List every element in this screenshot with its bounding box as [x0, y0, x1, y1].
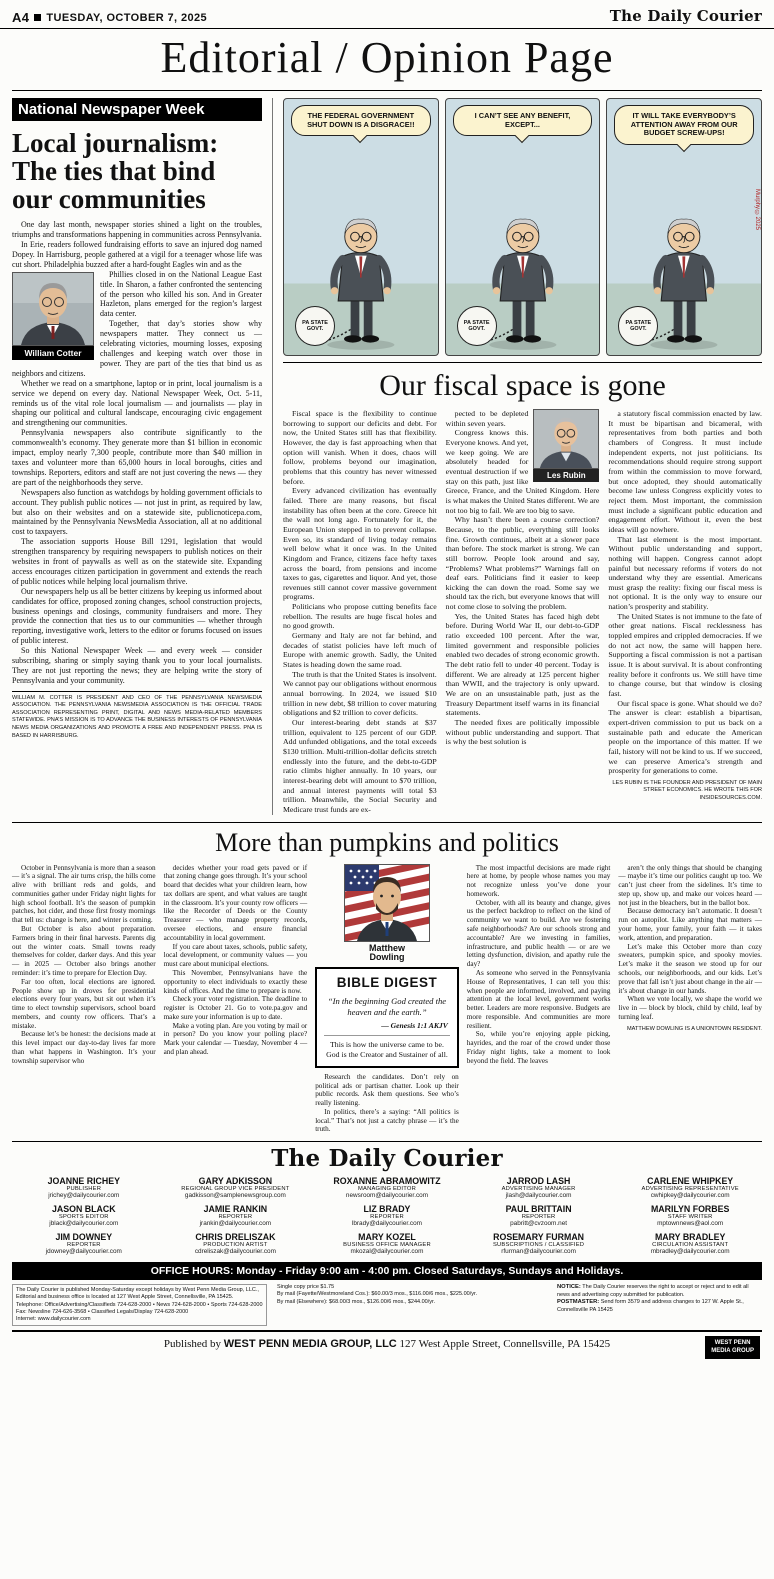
staff-email: newsroom@dailycourier.com: [345, 1192, 429, 1200]
staff-name: MARY BRADLEY: [654, 1232, 726, 1243]
article-headline: Local journalism: The ties that bind our communities: [12, 128, 219, 215]
staff-email: mbradley@dailycourier.com: [650, 1248, 730, 1256]
bible-digest-title: BIBLE DIGEST: [336, 975, 438, 991]
postmaster-label: POSTMASTER:: [557, 1299, 600, 1306]
staff-name: PAUL BRITTAIN: [505, 1204, 572, 1215]
paragraph: Politicians who propose cutting benefits face rebellion. The results are huge fiscal holes and no good growth.: [283, 602, 437, 631]
page-header: [0, 0, 774, 29]
speech-bubble: THE FEDERAL GOVERNMENT SHUT DOWN IS A DISGRACE!!: [291, 105, 431, 136]
paragraph: Pennsylvania newspapers also contribute significantly to the commonwealth’s economy. They generate more than $1 billion in economic impact, employ nearly 7,300 people, contribute more than $40 million in taxes and volunteer more than 65,000 hours in local boroughs, cities and townships. Reporters, editors and staff are not just covering the news — they are part of the neighborhoods they serve.: [12, 428, 262, 487]
article-body: [12, 864, 762, 1135]
bible-attribution: — Genesis 1:1 AKJV: [381, 1021, 448, 1031]
staff-email: pabritt@cvzoom.net: [510, 1220, 568, 1228]
main-content: [0, 91, 774, 815]
staff-entry: [618, 1232, 762, 1255]
paragraph: Newspapers also function as watchdogs by holding government officials to account. They publish public notices — not just in print, as required by law, but also on their websites and on a statewide site, publicnoticepa.com, maintained by the Pennsylvania NewsMedia Association, all at no additional cost to taxpayers.: [12, 487, 262, 537]
paragraph: Our newspapers help us all be better citizens by keeping us informed about candidates for office, proposed zoning changes, school construction projects, business openings and closings, community fundraisers and more. They provide the connection that ties us to our communities — whether through reporting, investigative work, letters to the editor or forums focused on issues of public interest.: [12, 586, 262, 646]
staff-name: JOANNE RICHEY: [47, 1176, 120, 1187]
pumpkins-column-4: [467, 864, 611, 1135]
paragraph: Let’s make this October more than cozy sweaters, pumpkin spice, and spooky movies. Let’s make it the season we stood up for our schools, our neighborhoods, and our kids. Let’s prove that fall isn’t just about change in the air — it’s about change in our hands.: [618, 942, 762, 995]
separator-square-icon: [34, 14, 41, 21]
staff-title: STAFF WRITER: [667, 1214, 713, 1221]
masthead-title: The Daily Courier: [271, 1145, 503, 1173]
paragraph: Whether we read on a smartphone, laptop or in print, local journalism is a service we depend on every day. National Newspaper Week, Oct. 5-11, reminds us of the vital role local journalism — and journalists — play in shaping our political and cultural landscape, encouraging civic engagement and strengthening our communities.: [12, 378, 262, 428]
cartoon-panel-3: [606, 98, 762, 356]
staff-title: REPORTER: [521, 1214, 556, 1221]
paragraph: Check your voter registration. The deadline to register is October 21. Go to vote.pa.gov and make sure your information is up to date.: [163, 995, 308, 1021]
staff-entry: [164, 1204, 308, 1227]
ball-and-chain-label: PA STATE GOVT.: [457, 306, 497, 346]
speech-bubble: I CAN’T SEE ANY BENEFIT, EXCEPT...: [453, 105, 593, 136]
ball-and-chain-label: PA STATE GOVT.: [618, 306, 658, 346]
staff-entry: [467, 1204, 611, 1227]
pumpkins-article: [12, 822, 762, 1135]
cartoon-panel-2: [445, 98, 601, 356]
staff-email: rfurman@dailycourier.com: [501, 1248, 576, 1256]
paragraph: Every advanced civilization has eventually failed. There are many reasons, but fiscal instability has often been at the core. Greece hit the wall not long ago. Fortunately for it, the European Union stepped in to prevent collapse. Even so, its standard of living today remains well below what it once was. In the United Kingdom and France, citizens face hefty taxes across the board, from pensions and income taxes to gas, cigarettes and liquor. And yet, those revenues still cannot cover massive government programs.: [283, 486, 437, 602]
staff-entry: [12, 1176, 156, 1199]
logo-line-2: MEDIA GROUP: [711, 1347, 754, 1354]
subscription-rates: [277, 1284, 547, 1326]
pumpkins-column-5: [618, 864, 762, 1135]
paragraph: Single copy price $1.75: [277, 1284, 335, 1291]
paragraph: pected to be depleted within seven years.: [445, 409, 529, 428]
ball-and-chain-label: PA STATE GOVT.: [295, 306, 335, 346]
fine-print: [0, 1280, 774, 1328]
fiscal-column-2: [446, 409, 600, 815]
staff-email: mptownnews@aol.com: [657, 1220, 724, 1228]
page-date: TUESDAY, OCTOBER 7, 2025: [46, 11, 208, 24]
paragraph: That last element is the most important. Without public understanding and support, nothing will happen. Congress cannot adopt painful but necessary reforms if voters do not understand why they are essential. Americans must grasp the reality: fixing our fiscal mess is not optional. It is the only way to ensure our nation’s prosperity and stability.: [608, 534, 763, 612]
paragraph: By mail (Elsewhere): $68.00/3 mos., $126.00/6 mos., $244.00/yr.: [277, 1298, 436, 1305]
staff-entry: [467, 1232, 611, 1255]
les-rubin-photo-block: [533, 409, 599, 482]
author-credit: MATTHEW DOWLING IS A UNIONTOWN RESIDENT.: [626, 1025, 762, 1032]
staff-name: CHRIS DRELISZAK: [195, 1232, 276, 1243]
staff-title: MANAGING EDITOR: [358, 1186, 416, 1193]
bible-commentary: This is how the universe came to be. God is the Creator and Sustainer of all.: [324, 1035, 450, 1060]
staff-name: MARY KOZEL: [358, 1232, 416, 1243]
staff-column: [12, 1176, 156, 1260]
paragraph: Editorial and business office is located at 127 West Apple Street, Connellsville, PA 15425.: [16, 1294, 234, 1301]
staff-email: jlash@dailycourier.com: [505, 1192, 572, 1200]
publisher-address: 127 West Apple Street, Connellsville, PA 15425: [399, 1338, 611, 1351]
staff-email: jdowney@dailycourier.com: [45, 1248, 122, 1256]
staff-title: BUSINESS OFFICE MANAGER: [343, 1242, 431, 1249]
staff-title: ADVERTISING MANAGER: [501, 1186, 576, 1193]
paragraph: Phillies closed in on the National League East title. In Sharon, a father confronted the sentencing of the person who killed his son. And in Greater Hazleton, plans emerged for the region’s largest data center.: [100, 269, 262, 319]
staff-column: [164, 1176, 308, 1260]
pumpkins-column-1: [12, 864, 156, 1135]
staff-directory: [0, 1172, 774, 1262]
staff-entry: [315, 1204, 459, 1227]
matthew-dowling-photo-block: [344, 864, 430, 963]
paragraph: Yes, the United States has faced high debt before. During World War II, our debt-to-GDP ratio exceeded 100 percent. After the war, limited government and responsible policies enabled two decades of strong economic growth. The debt ratio fell to under 40 percent. Today is different. We are already at 125 percent higher than WWII, and the trajectory is only upward. We are on an unsustainable path, just as the Treasury Department itself warns in its financial statements.: [445, 611, 600, 718]
paragraph: The association supports House Bill 1291, legislation that would strengthen transparency by requiring newspapers to publish notices on their websites in front of paywalls as well as on the statewide site. Expanding access encourages citizen participation in government and extends the reach of public notices while helping local journalism thrive.: [12, 537, 262, 586]
staff-title: PUBLISHER: [66, 1186, 102, 1193]
paragraph: But October is also about preparation. Farmers bring in their final harvests. Parents dig out the winter coats. Small towns ready themselves for colder, darker days. And this year — in 2025 — October also brings another reminder: it’s time to prepare for Election Day.: [12, 925, 156, 977]
paragraph: Germany and Italy are not far behind, and decades of statist policies have left much of Europe with anemic growth. Sadly, the United States is heading down the same road.: [283, 631, 437, 670]
paragraph: aren’t the only things that should be changing — maybe it’s time our politics caught up too. We can’t just cheer from the sidelines. It’s time to step up, show up, and make our voices heard — not just in the bleachers, but in the ballot box.: [618, 863, 762, 907]
staff-entry: [12, 1204, 156, 1227]
bible-digest-box: [315, 967, 459, 1067]
paragraph: So this National Newspaper Week — and every week — consider subscribing, sharing or simply saying thank you to your local journalists. They are not just reporting the news; they are helping write the story of Pennsylvania and your community.: [12, 646, 262, 685]
staff-title: SPORTS EDITOR: [58, 1214, 109, 1221]
paragraph: By mail (Fayette/Westmoreland Cos.): $60.00/3 mos., $116.00/6 mos., $225.00/yr.: [277, 1291, 478, 1298]
pumpkins-column-2: [164, 864, 308, 1135]
paragraph: Our fiscal space is gone. What should we do? The answer is clear: establish a bipartisan, expert-driven commission to put us back on a sustainable path and educate the American people on the importance of this matter. If we fail, history will not be kind to us. If we succeed, we can preserve America’s strength and prosperity for generations to come.: [608, 698, 763, 776]
paragraph: a statutory fiscal commission enacted by law. It must be bipartisan and bicameral, with representatives from both parties and both chambers of Congress. It must include independent experts, not just politicians. Its recommendations should require strong support from within the commission to move forward, but once adopted, they should automatically become law unless Congress explicitly votes to reject them. Most important, the commission must include a significant public education and engagement effort. Without it, even the best ideas will go nowhere.: [608, 409, 763, 534]
editorial-cartoon: [283, 98, 762, 356]
staff-email: jblack@dailycourier.com: [49, 1220, 119, 1228]
staff-title: REPORTER: [218, 1214, 253, 1221]
article-body: [283, 409, 762, 815]
paragraph: In Erie, readers followed fundraising efforts to save an injured dog named Dopey. In Harrisburg, people gathered at a vigil for a teenager whose life was cut short. Philadelphia buzzed after a hard-fought Eagles win and as the: [12, 240, 262, 269]
paragraph: Telephone: Office/Advertising/Classifieds 724-628-2000 • News 724-628-2000 • Sports 724-628-2000: [16, 1301, 263, 1308]
paragraph: If you care about taxes, schools, public safety, local development, or community values — you must care about municipal elections.: [163, 942, 308, 969]
paragraph: In politics, there’s a saying: “All politics is local.” That’s not just a catchy phrase — it’s the truth.: [315, 1107, 459, 1134]
les-rubin-photo: [533, 409, 599, 469]
staff-entry: [618, 1176, 762, 1199]
paragraph: Make a voting plan. Are you voting by mail or in person? Do you know your polling place? Mark your calendar — Tuesday, November 4 — and plan ahead.: [163, 1021, 308, 1056]
staff-entry: [467, 1176, 611, 1199]
staff-name: CARLENE WHIPKEY: [647, 1176, 734, 1187]
office-hours-bar: OFFICE HOURS: Monday - Friday 9:00 am - 4:00 pm. Closed Saturdays, Sundays and Holidays.: [12, 1262, 762, 1280]
paragraph: This November, Pennsylvanians have the opportunity to elect individuals to exactly these kinds of offices. And the time to prepare is now.: [163, 968, 308, 995]
staff-column: [467, 1176, 611, 1260]
staff-email: cdreliszak@dailycourier.com: [194, 1248, 276, 1256]
fiscal-column-1: [283, 409, 437, 815]
masthead-small: The Daily Courier: [609, 7, 762, 25]
paragraph: Our interest-bearing debt stands at $37 trillion, equivalent to 125 percent of our GDP. Add unfunded obligations, and the total exceeds $130 trillion. Multi-trillion-dollar deficits stretch endlessly into the future, and the debt-to-GDP ratio climbs higher annually. In 10 years, our interest-bearing debt will amount to $70 trillion, and annual interest payments will total $3 trillion. Meanwhile, the Social Security and Medicare trust funds are ex-: [283, 718, 437, 814]
postmaster-text: Send form 3579 and address changes to 127 W. Apple St., Connellsville PA 15425: [557, 1299, 744, 1313]
staff-name: JIM DOWNEY: [55, 1232, 113, 1243]
logo-line-1: WEST PENN: [714, 1340, 751, 1347]
right-column: [272, 98, 762, 815]
paragraph: decides whether your road gets paved or if that zoning change goes through. It’s your school board that decides what your children learn, how tax dollars are spent, and what values are taught in the classroom. It’s your county row officers — like the Recorder of Deeds or the County Treasurer — who manage property records, oversee elections, and ensure financial accountability in local government.: [163, 863, 308, 942]
staff-name: JARROD LASH: [506, 1176, 571, 1187]
paragraph: Because democracy isn’t automatic. It doesn’t run on autopilot. Like anything that matters — your home, your family, your faith — it takes work, attention, and preparation.: [618, 907, 762, 942]
fiscal-article: [283, 362, 762, 815]
staff-entry: [315, 1176, 459, 1199]
matthew-dowling-photo: [344, 864, 430, 942]
staff-name: JASON BLACK: [52, 1204, 116, 1215]
fiscal-column-3-text: [608, 409, 762, 776]
staff-name: ROXANNE ABRAMOWITZ: [333, 1176, 441, 1187]
newspaper-week-article: [12, 98, 262, 815]
staff-name: MARILYN FORBES: [650, 1204, 730, 1215]
paragraph: So, while you’re enjoying apple picking, hayrides, and the roar of the crowd under those Friday night lights, take a moment to look beyond the field. The leaves: [466, 1030, 611, 1065]
notice-block: [557, 1284, 762, 1326]
cartoonist-signature: Murphy ©2025: [754, 188, 761, 230]
paragraph: Congress knows this. Everyone knows. And yet, we keep going. We are absolutely headed for eventual destruction if we stay on this path, just like Greece, France, and the United Kingdom. Here is what makes the United States different. We are not too big to fail. We are too big to save.: [445, 428, 600, 515]
paragraph: Fax: Newsline 724-626-3568 • Classified Legals/Display 724-628-2000: [16, 1308, 189, 1315]
paragraph: Far too often, local elections are ignored. People show up in droves for presidential elections every four years, but sit out when it’s time to elect township supervisors, school board members, and county row officers. That’s a mistake.: [12, 977, 156, 1030]
article-headline: More than pumpkins and politics: [215, 827, 559, 857]
paragraph: Research the candidates. Don’t rely on political ads or partisan chatter. Look up their public records. Ask them questions. See who’s really listening.: [315, 1072, 459, 1108]
speech-bubble: IT WILL TAKE EVERYBODY’S ATTENTION AWAY FROM OUR BUDGET SCREW-UPS!: [614, 105, 754, 145]
publisher-bar: [12, 1330, 762, 1355]
staff-title: REPORTER: [66, 1242, 101, 1249]
paragraph: The needed fixes are politically impossible without public understanding and support. That is why the best solution is: [445, 718, 600, 747]
paragraph: One day last month, newspaper stories shined a light on the troubles, triumphs and transformations happening in communities across Pennsylvania.: [12, 220, 262, 240]
paragraph: As someone who served in the Pennsylvania House of Representatives, I can tell you this: when people are informed, involved, and paying attention at the local level, government works better. Leaders are more responsive. Budgets are more responsible. And communities are more resilient.: [466, 968, 611, 1030]
staff-title: SUBSCRIPTIONS / CLASSIFIED: [492, 1242, 585, 1249]
staff-name: LIZ BRADY: [363, 1204, 411, 1215]
paragraph: The Daily Courier is published Monday-Saturday except holidays by West Penn Media Group, LLC.,: [16, 1287, 259, 1294]
paragraph: The most impactful decisions are made right here at home, by people whose names you may not recognize unless you’ve done your homework.: [466, 863, 611, 898]
paragraph: October in Pennsylvania is more than a season — it’s a signal. The air turns crisp, the hills come alive with brilliant reds and golds, and communities gather under Friday night lights for high school football. It’s the season of pumpkin patches, hot cider, and those first frosty mornings that tell us: change is here, and winter is coming.: [12, 863, 156, 925]
page-title: Editorial / Opinion Page: [160, 33, 614, 82]
paragraph: When we vote locally, we shape the world we live in — block by block, child by child, leaf by turning leaf.: [618, 995, 762, 1021]
paragraph: The truth is that the United States is insolvent. We cannot pay our obligations without enormous annual borrowing. In 2024, we issued $10 trillion in new debt, $8 trillion to cover maturing obligations and $2 trillion to cover deficits.: [283, 669, 437, 718]
staff-email: jrankin@dailycourier.com: [199, 1220, 272, 1228]
paragraph: Together, that day’s stories show why newspapers matter. They connect us — celebrating victories, mourning losses, exposing challenges and keeping watch over those in power. They are part of the ties that bind us as neighbors and citizens.: [12, 319, 262, 378]
staff-title: CIRCULATION ASSISTANT: [652, 1242, 729, 1249]
page-number: A4: [12, 10, 30, 25]
staff-entry: [315, 1232, 459, 1255]
staff-email: gadkisson@samplenewsgroup.com: [184, 1192, 286, 1200]
author-credit: LES RUBIN IS THE FOUNDER AND PRESIDENT OF MAIN STREET ECONOMICS. HE WROTE THIS FOR INSIDESOURCES.COM.: [612, 779, 763, 802]
section-kicker: National Newspaper Week: [12, 98, 262, 121]
masthead-block: [12, 1141, 762, 1172]
paragraph: Why hasn’t there been a course correction? Because, to the public, everything still looks fine. Growth continues, albeit at a slower pace than before. The stock market is strong. We can still borrow. People look around and say, “Problems? What problems?” Warnings fall on deaf ears. Politicians find it easier to keep kicking the can down the road. Some say we should tax the rich, but everyone knows that will not come close to solving the problem.: [445, 515, 600, 612]
pumpkins-column-3-text: [315, 1073, 459, 1134]
staff-column: [618, 1176, 762, 1260]
notice-text: The Daily Courier reserves the right to accept or reject and to edit all news and advertising copy submitted for publication.: [557, 1284, 749, 1298]
staff-title: REPORTER: [370, 1214, 404, 1221]
staff-name: ROSEMARY FURMAN: [493, 1232, 585, 1243]
staff-entry: [164, 1176, 308, 1199]
staff-title: ADVERTISING REPRESENTATIVE: [641, 1186, 739, 1193]
staff-email: mkozal@dailycourier.com: [350, 1248, 424, 1256]
fiscal-column-3: [608, 409, 762, 815]
staff-entry: [12, 1232, 156, 1255]
staff-entry: [618, 1204, 762, 1227]
staff-title: PRODUCTION ARTIST: [203, 1242, 268, 1249]
page-folio: [12, 10, 207, 25]
article-headline: Our fiscal space is gone: [379, 369, 666, 402]
cartoon-panel-1: [283, 98, 439, 356]
published-by-prefix: Published by: [163, 1338, 222, 1351]
bible-quote: “In the beginning God created the heaven and the earth.”: [327, 995, 447, 1018]
article-body: [12, 220, 262, 686]
west-penn-logo: [705, 1336, 760, 1358]
notice: [557, 1284, 762, 1299]
staff-email: lbrady@dailycourier.com: [351, 1220, 423, 1228]
paragraph: Fiscal space is the flexibility to continue borrowing to support our deficits and debt. For now, the United States still has that flexibility. However, the day is fast approaching when that option will vanish. When it does, chaos will follow, problems beyond our imagination, problems that this country has never witnessed before.: [283, 409, 437, 486]
staff-email: jrichey@dailycourier.com: [48, 1192, 120, 1200]
william-cotter-photo-block: [12, 272, 94, 361]
staff-entry: [164, 1232, 308, 1255]
photo-caption: William Cotter: [12, 346, 94, 361]
william-cotter-photo: [12, 272, 94, 346]
staff-title: REGIONAL GROUP VICE PRESIDENT: [181, 1186, 290, 1193]
paragraph: Internet: www.dailycourier.com: [16, 1316, 91, 1323]
pumpkins-column-3: [315, 864, 459, 1135]
postmaster: [557, 1299, 762, 1314]
photo-caption: Matthew Dowling: [368, 942, 405, 962]
author-credit: WILLIAM M. COTTER IS PRESIDENT AND CEO OF THE PENNSYLVANIA NEWSMEDIA ASSOCIATION. THE PENNSYLVANIA NEWSMEDIA ASSOCIATION IS THE OFFICIAL TRADE ASSOCIATION REPRESENTING PRINT, DIGITAL AND NEWS MEDIA-RELATED MEMBERS STATEWIDE. PNA’S MISSION IS TO ADVANCE THE BUSINESS INTERESTS OF PENNSYLVANIA NEWS MEDIA ORGANIZATIONS AND PROMOTE A FREE AND INDEPENDENT PRESS. PNA IS BASED IN HARRISBURG.: [12, 691, 262, 740]
photo-caption: Les Rubin: [533, 469, 599, 482]
publisher-name: WEST PENN MEDIA GROUP, LLC: [223, 1338, 397, 1351]
staff-name: GARY ADKISSON: [198, 1176, 273, 1187]
paragraph: October, with all its beauty and change, gives us the perfect backdrop to reflect on the kind of community we want to build. Are we fostering safe neighborhoods? Are our schools strong and accountable? Are we investing in families, infrastructure, and public health — or are we letting dysfunction, division, and apathy rule the day?: [466, 898, 611, 969]
staff-column: [315, 1176, 459, 1260]
staff-name: JAMIE RANKIN: [203, 1204, 268, 1215]
paragraph: Because let’s be honest: the decisions made at this level impact our day-to-day lives far more than what happens in Washington. It’s your township supervisor who: [12, 1030, 156, 1065]
publication-info: [12, 1284, 267, 1326]
staff-email: cwhipkey@dailycourier.com: [650, 1192, 730, 1200]
paragraph: The United States is not immune to the fate of other great nations. Fiscal recklessness has toppled empires and crippled democracies. If we do not act now, the same will happen here. Supporting a fiscal commission is not a partisan issue. It is about survival. It is about confronting reality before it confronts us. We still have time to change course, but that window is closing fast.: [608, 611, 763, 699]
pumpkins-column-5-text: [618, 864, 762, 1022]
notice-label: NOTICE:: [557, 1284, 581, 1291]
article-lead: [12, 220, 262, 270]
